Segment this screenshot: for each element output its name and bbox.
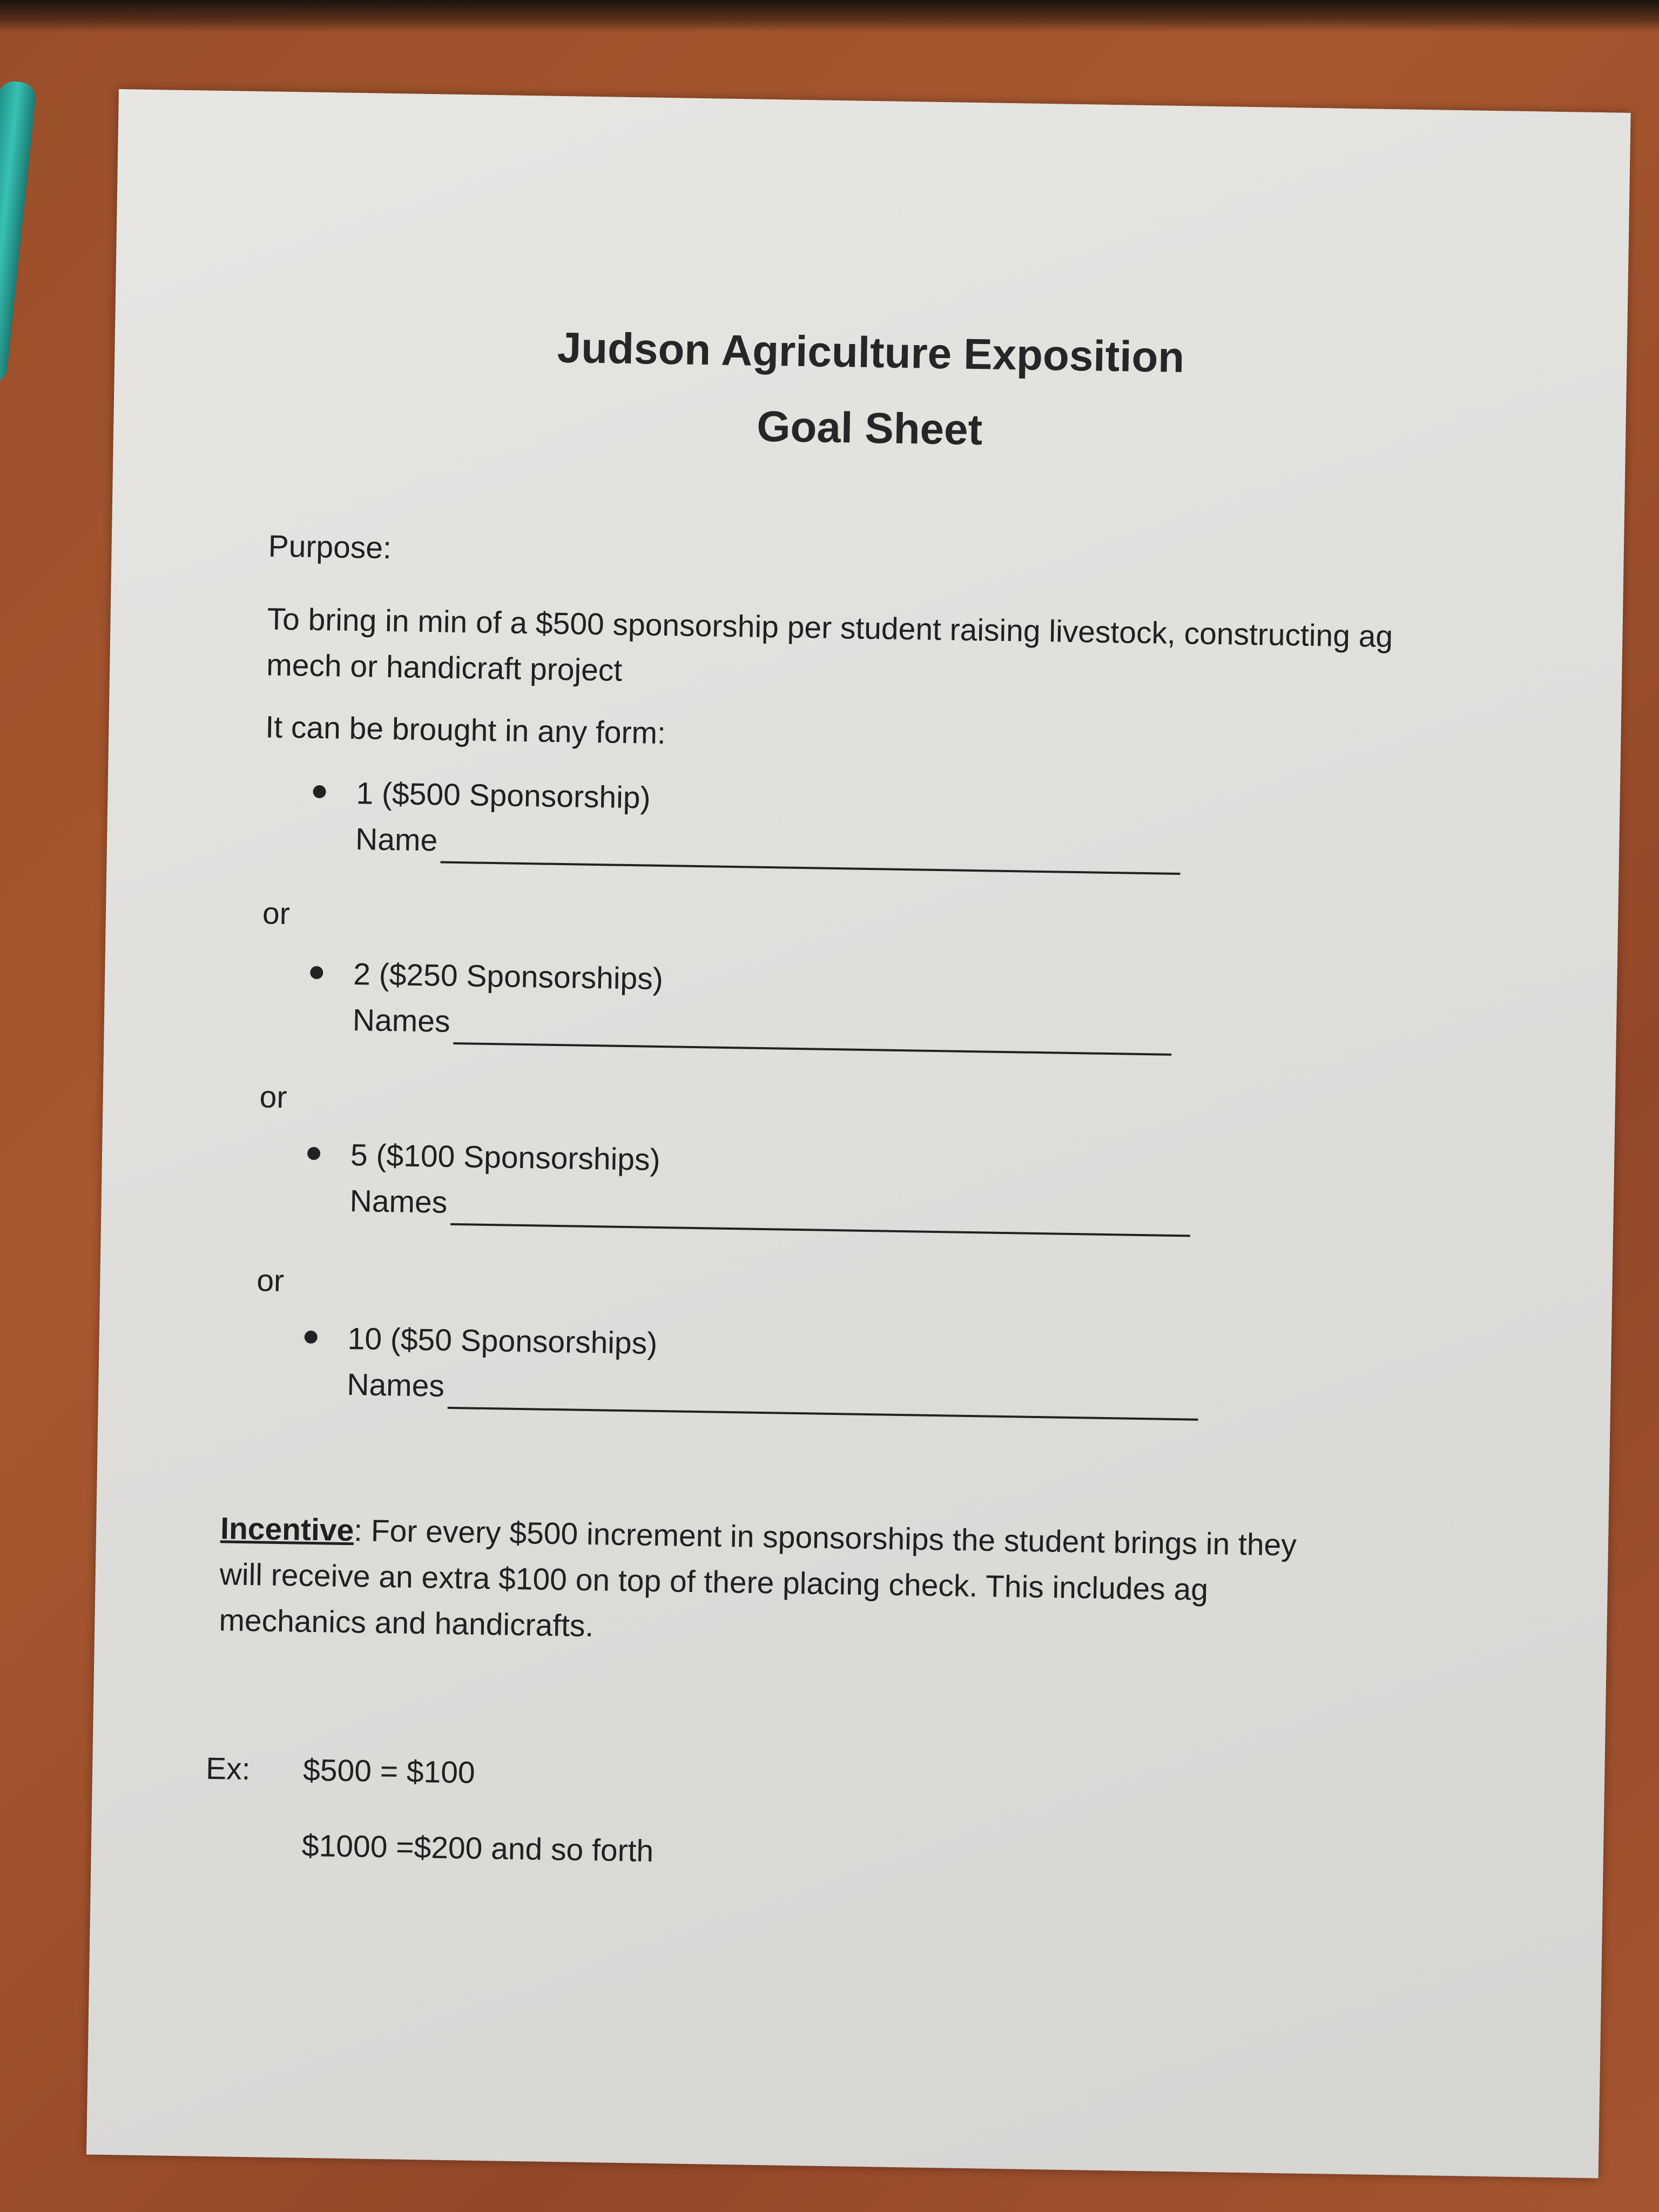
or-separator-1: or [262, 896, 291, 932]
option-3-label: 5 ($100 Sponsorships) [350, 1137, 660, 1177]
option-4-label: 10 ($50 Sponsorships) [347, 1321, 658, 1361]
bullet-icon [310, 966, 323, 979]
incentive-line3: mechanics and handicrafts. [218, 1603, 594, 1644]
option-4-item [304, 1316, 658, 1366]
option-4-name-field[interactable] [447, 1375, 1198, 1421]
purpose-text-line1: To bring in min of a $500 sponsorship per student raising livestock, constructing ag [267, 602, 1393, 655]
incentive-label: Incentive [220, 1511, 354, 1548]
option-1-name-label: Name [355, 822, 438, 858]
incentive-line2: will receive an extra $100 on top of there placing check. This includes ag [219, 1557, 1209, 1608]
or-separator-3: or [256, 1263, 285, 1299]
option-2-name-field[interactable] [453, 1011, 1172, 1056]
example-line2: $1000 =$200 and so forth [301, 1828, 654, 1869]
option-1-item [313, 770, 651, 821]
option-3-name-field[interactable] [450, 1192, 1191, 1237]
document-title: Judson Agriculture Exposition [557, 323, 1185, 382]
document-subtitle: Goal Sheet [756, 402, 983, 454]
option-1-name-row [355, 817, 1181, 875]
purpose-label: Purpose: [268, 529, 392, 566]
incentive-text-1: : For every $500 increment in sponsorships the student brings in they [353, 1513, 1297, 1563]
option-1-name-field[interactable] [441, 830, 1181, 875]
desk-background-edge [0, 0, 1659, 32]
option-2-label: 2 ($250 Sponsorships) [353, 957, 664, 997]
or-separator-2: or [259, 1080, 287, 1115]
option-1-label: 1 ($500 Sponsorship) [356, 776, 651, 815]
goal-sheet-paper [86, 89, 1631, 2179]
option-3-name-label: Names [349, 1183, 448, 1220]
option-3-item [307, 1132, 660, 1183]
example-line1: $500 = $100 [302, 1752, 476, 1790]
option-2-item [310, 951, 664, 1002]
bullet-icon [307, 1147, 320, 1160]
option-2-name-row [352, 997, 1172, 1056]
bullet-icon [313, 785, 326, 798]
option-4-name-row [347, 1362, 1199, 1421]
option-3-name-row [349, 1178, 1191, 1237]
purpose-text-line2: mech or handicraft project [266, 648, 623, 688]
option-4-name-label: Names [346, 1367, 445, 1404]
option-2-name-label: Names [352, 1003, 451, 1039]
pen-object [0, 80, 37, 385]
example-label: Ex: [205, 1751, 251, 1787]
bullet-icon [305, 1331, 318, 1344]
form-intro: It can be brought in any form: [265, 710, 666, 751]
